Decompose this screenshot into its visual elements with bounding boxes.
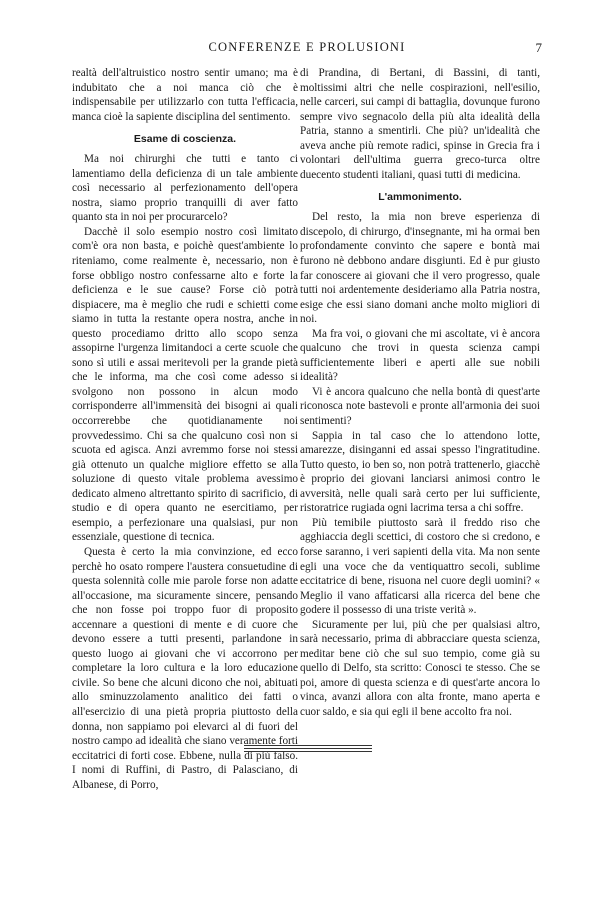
left-column <box>72 66 298 792</box>
running-head: CONFERENZE E PROLUSIONI <box>208 40 406 54</box>
page-number: 7 <box>535 40 542 55</box>
paragraph: Vi è ancora qualcuno che nella bontà di quest'arte riconosca note bastevoli e pronte all'armonia dei suoi sentimenti? <box>300 385 540 428</box>
paragraph: realtà dell'altruistico nostro sentir umano; ma è indubitato che a noi manca ciò che è indispensabile per utilizzarlo con tutta l'efficacia, manca cioè la sapiente disciplina del sentimento. <box>72 67 298 123</box>
paragraph: Sappia in tal caso che lo attendono lotte, amarezze, disinganni ed assai spesso l'ingratitudine. Tutto questo, io ben so, non potrà trattenerlo, giacchè è proprio dei giovani lanciarsi animosi contro le avversità, nelle quali sarà certo per lui sufficiente, ristoratrice rugiada ogni lacrima tersa a chi soffre. <box>300 429 540 515</box>
paragraph: Del resto, la mia non breve esperienza di discepolo, di chirurgo, d'insegnante, mi ha ormai ben profondamente convinto che sapere e bontà mai furono nè debbono andare disgiunti. Ed è pur giusto far conoscere ai giovani che il vero progresso, quale tutti noi ardentemente desideriamo alla Patria nostra, esige che essi siano domani anche molto migliori di noi. <box>300 211 540 326</box>
paragraph: di Prandina, di Bertani, di Bassini, di tanti, moltissimi altri che nelle cospirazioni, nell'esilio, nelle carceri, sui campi di battaglia, dovunque furono sempre vivo segnacolo della più alta idealità della Patria, stanno a smentirli. Che più? un'idealità che aveva anche più remote radici, spinse in Grecia fra i volontari dell'ultima guerra greco-turca oltre duecento studenti italiani, quasi tutti di medicina. <box>300 67 540 181</box>
end-rule <box>244 745 372 754</box>
right-column <box>300 66 540 720</box>
paragraph: Più temibile piuttosto sarà il freddo riso che agghiaccia degli scettici, di costoro che si credono, e forse saranno, i veri sapienti della vita. Ma non sente egli una voce che da ventiquattro secoli, sublime eccitatrice di bene, risuona nel cuore degli uomini? « Meglio il vano affaticarsi alla ricerca del bene che godere il possesso di una triste verità ». <box>300 516 540 617</box>
paragraph: Ma fra voi, o giovani che mi ascoltate, vi è ancora qualcuno che trovi in questa scienza campi sufficientemente liberi e aperti alle sue nobili idealità? <box>300 327 540 384</box>
page-header <box>72 40 542 62</box>
section-heading: Esame di coscienza. <box>133 133 237 146</box>
paragraph: Questa è certo la mia convinzione, ed ecco perchè ho osato rompere l'austera consuetudine di questa solennità colle mie parole forse non adatte all'occasione, ma sicuramente sincere, pensando che non fosse poi troppo fuor di proposito accennare a questioni di mente e di cuore che devono essere a tutti presenti, parlandone in questo luogo ai giovani che vi accorrono per completare la loro cultura e la loro educazione civile. So bene che alcuni dicono che noi, abituati allo sminuzzolamento analitico dei fatti o all'esercizio di una pietà propria piuttosto della donna, non sappiamo poi elevarci al di fuori del nostro campo ad idealità che siano veramente forti eccitatrici di forti cose. Ebbene, nulla di più falso. I nomi di Ruffini, di Pastro, di Palasciano, di Albanese, di Porro, <box>72 545 298 791</box>
paragraph: Ma noi chirurghi che tutti e tanto ci lamentiamo della deficienza di un tale ambiente così necessario al perfezionamento dell'opera nostra, siamo proprio tranquilli di aver fatto quanto sta in noi per procurarcelo? <box>72 153 298 224</box>
paragraph: Dacchè il solo esempio nostro così limitato com'è ora non basta, e poichè quest'ambiente lo riteniamo, come realmente è, necessario, non è forse obbligo nostro confessarne alto e forte la deficienza e le sue cause? Forse ciò potrà dispiacere, ma è meglio che rudi e schietti come siamo in tutta la restante opera nostra, anche in questo procediamo dritto allo scopo senza assopirne l'urgenza limitandoci a certe scuole che sono sì utili e assai meritevoli per la grande pietà che le informa, ma che così come adesso si svolgono non possono in alcun modo corrisponderre all'immensità dei bisogni ai quali occorrerebbe che quotidianamente noi provvedessimo. Chi sa che qualcuno così non si scuota ed agisca. Anzi avremmo forse noi stessi già ottenuto un qualche migliore effetto se alla soluzione di questo vitale problema avessimo dedicato almeno altrettanto spirito di sacrificio, di studio e di opera quanto ne esercitiamo, per esempio, a perfezionare una qualsiasi, pur non essenziale, questione di tecnica. <box>72 225 298 544</box>
section-heading: L'ammonimento. <box>378 191 462 204</box>
paragraph: Sicuramente per lui, più che per qualsiasi altro, sarà necessario, prima di abbracciare questa scienza, meditar bene ciò che sul suo tempio, come già su quello di Delfo, sta scritto: Conosci te stesso. Che se poi, amore di questa scienza e di quest'arte ancora lo vinca, avanzi allora con alta fronte, mano aperta e cuor saldo, e sia qui egli il bene accolto fra noi. <box>300 618 540 718</box>
